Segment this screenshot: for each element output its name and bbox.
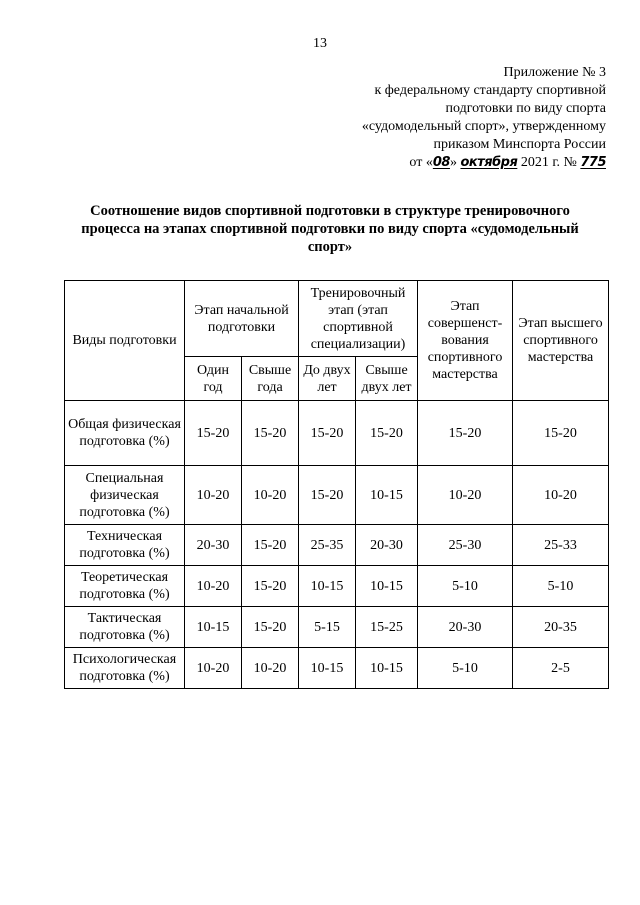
table-header-row bbox=[65, 281, 609, 357]
header-training-stage: Тренировочный этап (этап спортивной специализации) bbox=[299, 281, 418, 357]
table-row bbox=[65, 525, 609, 566]
row-label: Техническая подготовка (%) bbox=[65, 525, 185, 566]
table-cell: 10-20 bbox=[185, 648, 242, 689]
appendix-line-1: Приложение № 3 bbox=[503, 65, 606, 80]
table-cell: 15-20 bbox=[418, 401, 513, 466]
table-cell: 20-30 bbox=[418, 607, 513, 648]
table-cell: 20-30 bbox=[185, 525, 242, 566]
table-cell: 15-20 bbox=[242, 401, 299, 466]
table-cell: 15-20 bbox=[356, 401, 418, 466]
page-number: 13 bbox=[313, 36, 327, 51]
table-cell: 25-33 bbox=[513, 525, 609, 566]
header-types: Виды подготовки bbox=[65, 281, 185, 401]
row-label: Общая физическая подготовка (%) bbox=[65, 401, 185, 466]
table-row bbox=[65, 466, 609, 525]
subheader-cell: Один год bbox=[185, 357, 242, 401]
table-cell: 20-35 bbox=[513, 607, 609, 648]
date-year: 2021 г. № bbox=[520, 155, 577, 170]
table-cell: 10-15 bbox=[356, 466, 418, 525]
table-row bbox=[65, 401, 609, 466]
table-cell: 15-20 bbox=[299, 466, 356, 525]
table-cell: 15-20 bbox=[242, 525, 299, 566]
table-cell: 10-20 bbox=[185, 566, 242, 607]
subheader-cell: Свыше года bbox=[242, 357, 299, 401]
subheader-cell: До двух лет bbox=[299, 357, 356, 401]
row-label: Психологическая подготовка (%) bbox=[65, 648, 185, 689]
header-improvement-stage: Этап совершенст-вования спортивного мастерства bbox=[418, 281, 513, 401]
appendix-line-3: подготовки по виду спорта bbox=[445, 101, 606, 116]
table-cell: 15-20 bbox=[299, 401, 356, 466]
row-label: Теоретическая подготовка (%) bbox=[65, 566, 185, 607]
row-label: Тактическая подготовка (%) bbox=[65, 607, 185, 648]
table-cell: 15-20 bbox=[242, 566, 299, 607]
table-cell: 10-15 bbox=[185, 607, 242, 648]
table-cell: 15-20 bbox=[185, 401, 242, 466]
table-cell: 25-35 bbox=[299, 525, 356, 566]
table-cell: 5-10 bbox=[513, 566, 609, 607]
table-cell: 15-25 bbox=[356, 607, 418, 648]
order-number-handwritten: 775 bbox=[580, 155, 606, 170]
table-cell: 25-30 bbox=[418, 525, 513, 566]
date-month-handwritten: октября bbox=[460, 155, 518, 170]
table-cell: 10-15 bbox=[299, 566, 356, 607]
date-separator: » bbox=[449, 155, 457, 170]
table-cell: 20-30 bbox=[356, 525, 418, 566]
table-cell: 10-15 bbox=[356, 566, 418, 607]
table-cell: 15-20 bbox=[513, 401, 609, 466]
table-cell: 15-20 bbox=[242, 607, 299, 648]
header-initial-stage: Этап начальной подготовки bbox=[185, 281, 299, 357]
table-cell: 5-10 bbox=[418, 566, 513, 607]
table-cell: 10-20 bbox=[242, 648, 299, 689]
subheader-cell: Свыше двух лет bbox=[356, 357, 418, 401]
table-row bbox=[65, 607, 609, 648]
row-label: Специальная физическая подготовка (%) bbox=[65, 466, 185, 525]
table-row bbox=[65, 648, 609, 689]
table-cell: 5-10 bbox=[418, 648, 513, 689]
appendix-line-4: «судомодельный спорт», утвержденному bbox=[361, 119, 606, 134]
appendix-line-5: приказом Минспорта России bbox=[433, 137, 606, 152]
table-cell: 10-15 bbox=[299, 648, 356, 689]
table-cell: 10-20 bbox=[242, 466, 299, 525]
table-cell: 2-5 bbox=[513, 648, 609, 689]
date-prefix: от « bbox=[409, 155, 433, 170]
table-cell: 5-15 bbox=[299, 607, 356, 648]
table-row bbox=[65, 566, 609, 607]
order-date-line bbox=[306, 154, 606, 172]
table-cell: 10-20 bbox=[185, 466, 242, 525]
table-cell: 10-20 bbox=[513, 466, 609, 525]
date-day-handwritten: 08 bbox=[432, 155, 450, 170]
table-cell: 10-20 bbox=[418, 466, 513, 525]
table-cell: 10-15 bbox=[356, 648, 418, 689]
document-title: Соотношение видов спортивной подготовки в структуре тренировочного процесса на этапах спортивной подготовки по виду спорта «судомодельный спорт» bbox=[81, 203, 579, 255]
header-higher-stage: Этап высшего спортивного мастерства bbox=[513, 281, 609, 401]
training-ratio-table bbox=[64, 280, 609, 689]
appendix-line-2: к федеральному стандарту спортивной bbox=[374, 83, 606, 98]
appendix-block bbox=[306, 64, 606, 172]
